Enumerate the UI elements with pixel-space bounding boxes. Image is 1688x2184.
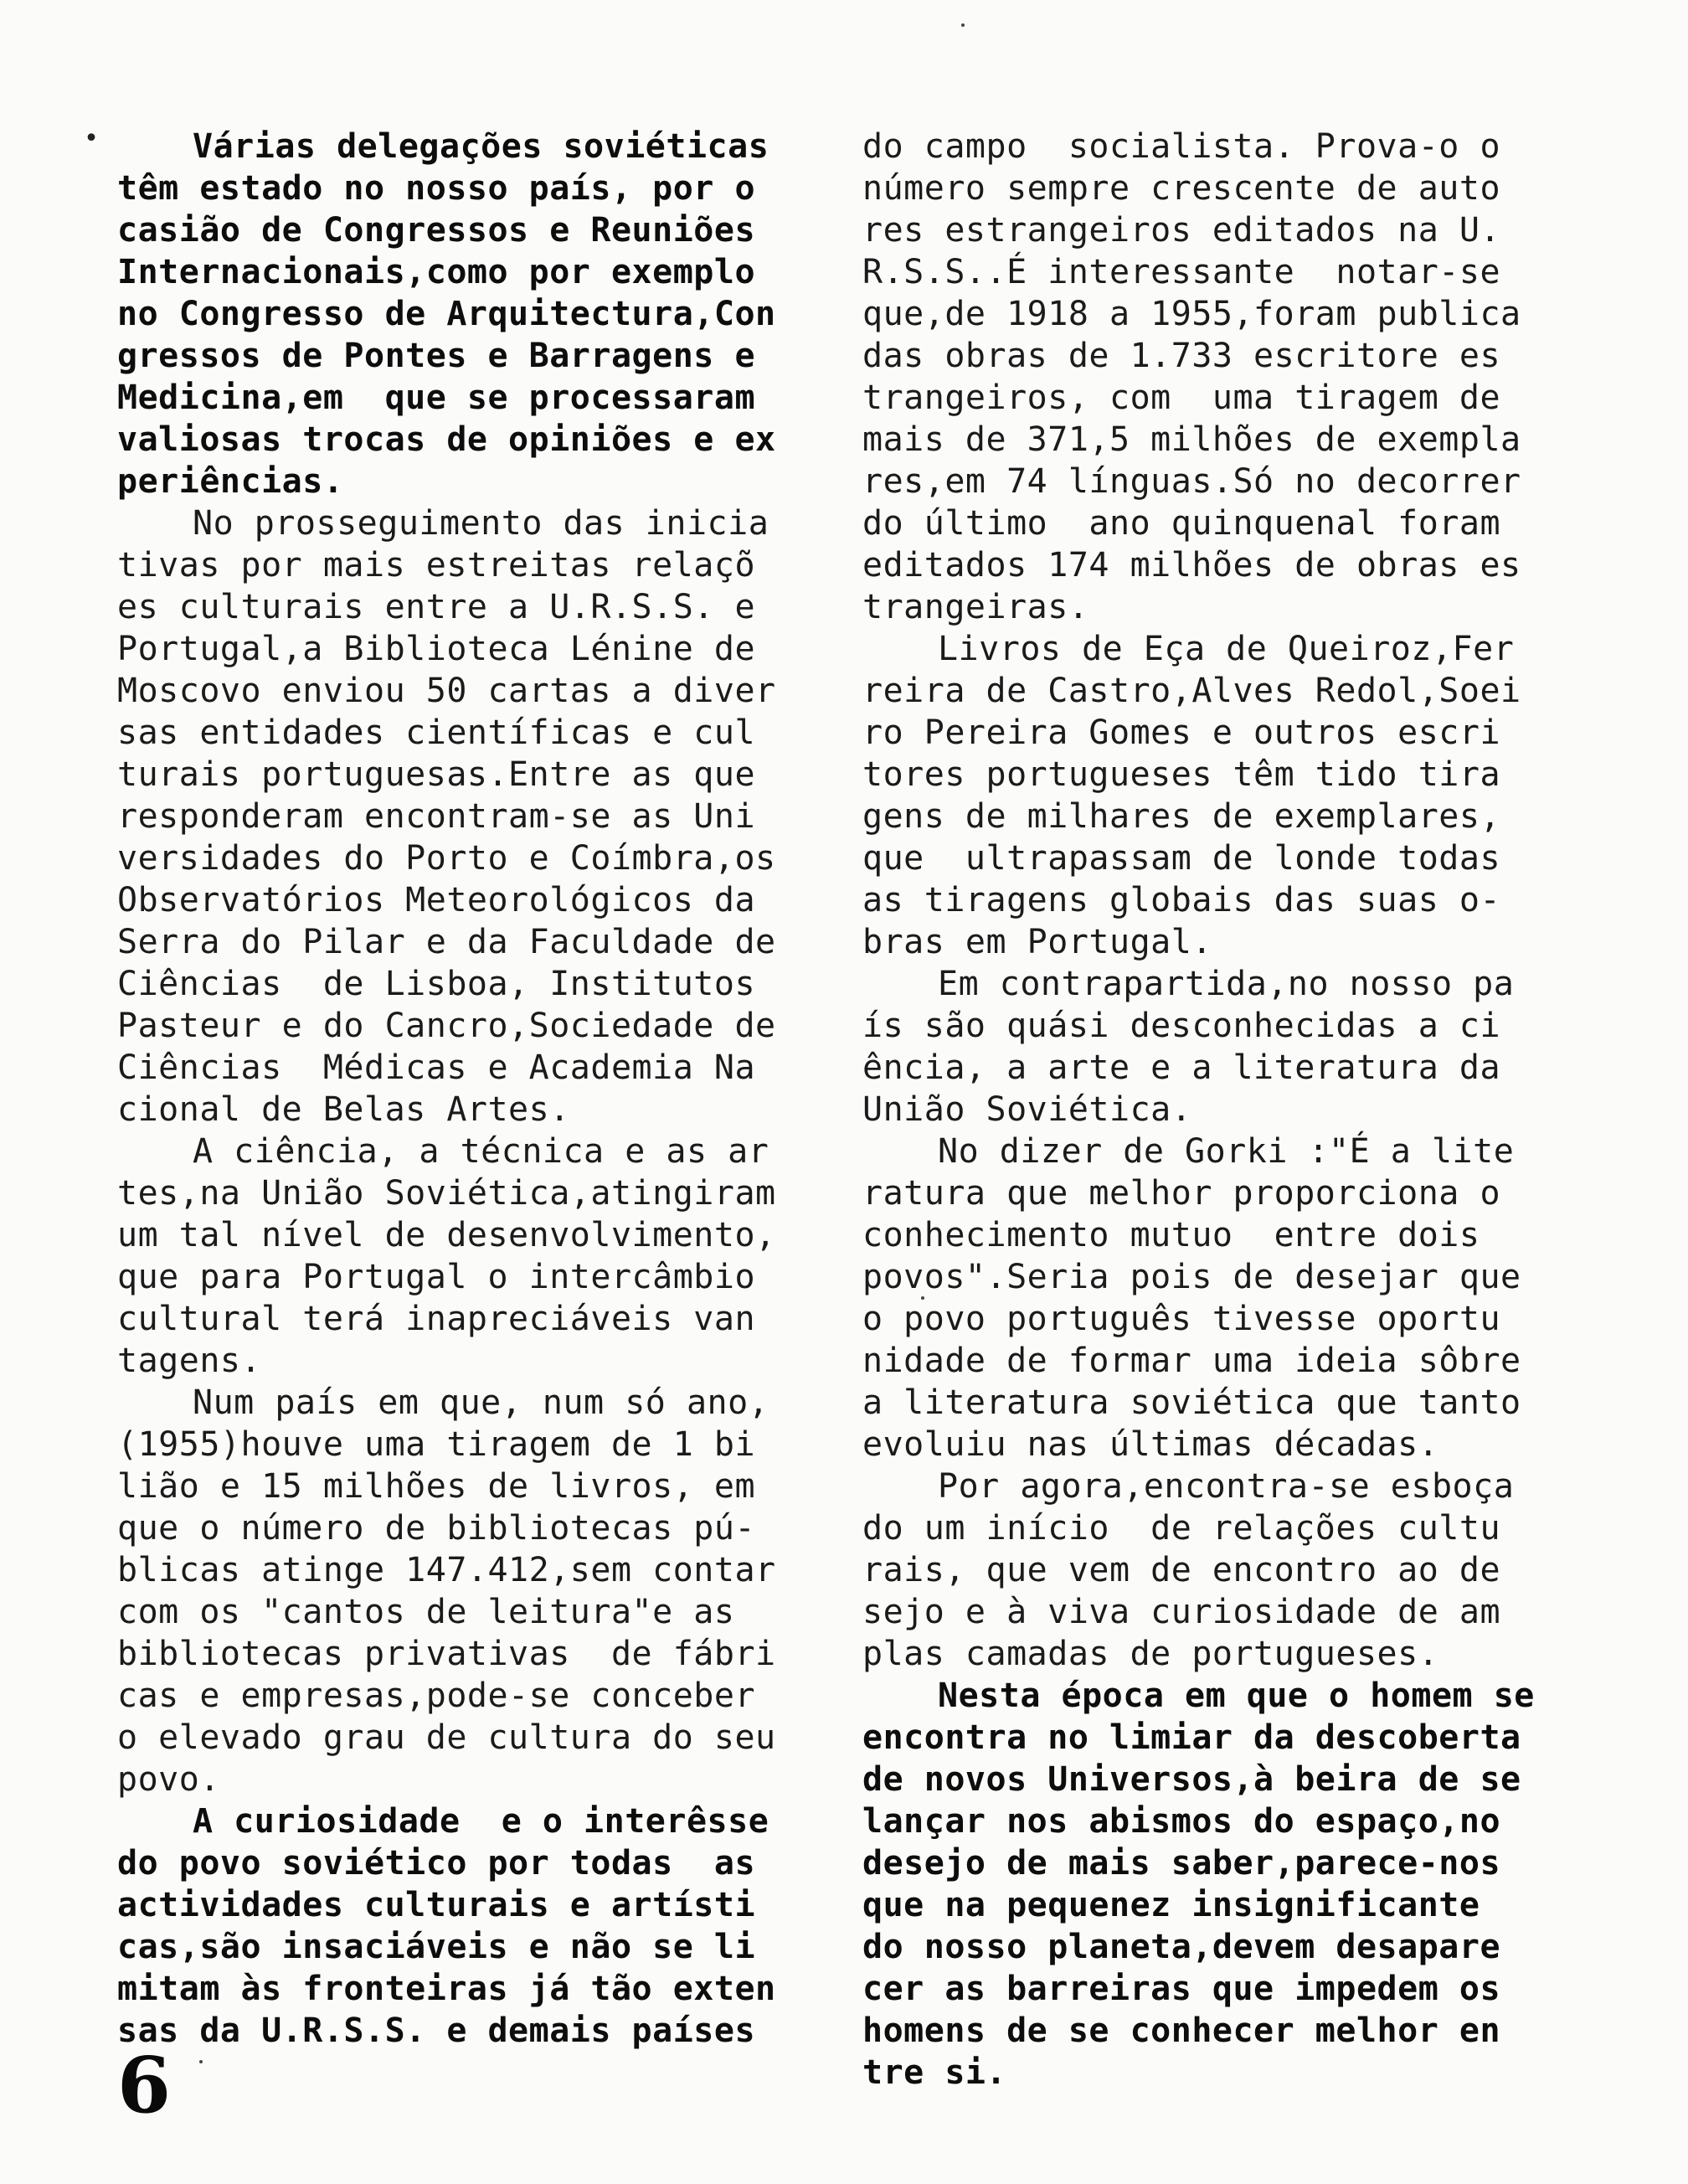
text-line: ência, a arte e a literatura da bbox=[862, 1048, 1501, 1087]
text-line: sas da U.R.S.S. e demais países bbox=[117, 2011, 756, 2050]
text-line: evoluiu nas últimas décadas. bbox=[862, 1425, 1439, 1464]
text-line: No dizer de Gorki :"É a lite bbox=[938, 1132, 1515, 1171]
text-line: mitam às fronteiras já tão exten bbox=[117, 1970, 776, 2008]
text-line: lançar nos abismos do espaço,no bbox=[862, 1802, 1501, 1841]
text-line: trangeiras. bbox=[862, 588, 1089, 626]
text-line: plas camadas de portugueses. bbox=[862, 1635, 1439, 1673]
text-line: Portugal,a Biblioteca Lénine de bbox=[117, 630, 756, 668]
ink-speck bbox=[199, 2060, 203, 2063]
text-line: ro Pereira Gomes e outros escri bbox=[862, 713, 1501, 752]
text-line: lião e 15 milhões de livros, em bbox=[117, 1467, 756, 1506]
text-line: cer as barreiras que impedem os bbox=[862, 1970, 1501, 2008]
text-line: que para Portugal o intercâmbio bbox=[117, 1258, 756, 1296]
text-line: reira de Castro,Alves Redol,Soei bbox=[862, 672, 1521, 710]
text-line: do um início de relações cultu bbox=[862, 1509, 1501, 1548]
text-line: turais portuguesas.Entre as que bbox=[117, 755, 756, 794]
text-line: têm estado no nosso país, por o bbox=[117, 169, 756, 208]
text-line: desejo de mais saber,parece-nos bbox=[862, 1844, 1501, 1883]
text-line: sas entidades científicas e cul bbox=[117, 713, 756, 752]
text-line: bibliotecas privativas de fábri bbox=[117, 1635, 776, 1673]
text-line: conhecimento mutuo entre dois bbox=[862, 1216, 1480, 1254]
text-line: ís são quási desconhecidas a ci bbox=[862, 1007, 1501, 1045]
text-line: nidade de formar uma ideia sôbre bbox=[862, 1342, 1521, 1380]
ink-speck bbox=[961, 23, 965, 27]
text-line: encontra no limiar da descoberta bbox=[862, 1718, 1521, 1757]
text-line: mais de 371,5 milhões de exempla bbox=[862, 420, 1521, 459]
text-line: que ultrapassam de londe todas bbox=[862, 839, 1501, 878]
text-line: Num país em que, num só ano, bbox=[193, 1383, 769, 1422]
text-line: do nosso planeta,devem desapare bbox=[862, 1928, 1501, 1966]
right-text-column bbox=[862, 126, 1566, 2094]
text-line: Várias delegações soviéticas bbox=[193, 127, 769, 166]
text-line: do campo socialista. Prova-o o bbox=[862, 127, 1501, 166]
text-line: Por agora,encontra-se esboça bbox=[938, 1467, 1515, 1506]
text-line: res estrangeiros editados na U. bbox=[862, 211, 1501, 250]
page-number: 6 bbox=[117, 2040, 172, 2130]
ink-speck bbox=[921, 1296, 924, 1300]
text-line: rais, que vem de encontro ao de bbox=[862, 1551, 1501, 1589]
text-line: que na pequenez insignificante bbox=[862, 1886, 1480, 1924]
text-line: de novos Universos,à beira de se bbox=[862, 1760, 1521, 1799]
text-line: tores portugueses têm tido tira bbox=[862, 755, 1501, 794]
text-line: bras em Portugal. bbox=[862, 923, 1212, 961]
text-line: editados 174 milhões de obras es bbox=[862, 546, 1521, 585]
text-line: povos".Seria pois de desejar que bbox=[862, 1258, 1521, 1296]
text-line: valiosas trocas de opiniões e ex bbox=[117, 420, 776, 459]
text-line: es culturais entre a U.R.S.S. e bbox=[117, 588, 756, 626]
text-line: Livros de Eça de Queiroz,Fer bbox=[938, 630, 1515, 668]
text-line: responderam encontram-se as Uni bbox=[117, 797, 756, 836]
text-line: das obras de 1.733 escritore es bbox=[862, 337, 1501, 375]
text-line: actividades culturais e artísti bbox=[117, 1886, 756, 1924]
text-line: povo. bbox=[117, 1760, 220, 1799]
text-line: que,de 1918 a 1955,foram publica bbox=[862, 295, 1521, 333]
text-line: No prosseguimento das inicia bbox=[193, 504, 769, 543]
text-line: res,em 74 línguas.Só no decorrer bbox=[862, 462, 1521, 501]
text-line: tre si. bbox=[862, 2053, 1007, 2092]
text-line: Ciências de Lisboa, Institutos bbox=[117, 965, 756, 1003]
text-line: tivas por mais estreitas relaçõ bbox=[117, 546, 756, 585]
text-line: sejo e à viva curiosidade de am bbox=[862, 1593, 1501, 1631]
left-text-column bbox=[117, 126, 829, 2052]
text-line: as tiragens globais das suas o- bbox=[862, 881, 1501, 919]
text-line: número sempre crescente de auto bbox=[862, 169, 1501, 208]
text-line: no Congresso de Arquitectura,Con bbox=[117, 295, 776, 333]
text-line: Serra do Pilar e da Faculdade de bbox=[117, 923, 776, 961]
text-line: o povo português tivesse oportu bbox=[862, 1300, 1501, 1338]
text-line: Ciências Médicas e Academia Na bbox=[117, 1048, 756, 1087]
text-line: blicas atinge 147.412,sem contar bbox=[117, 1551, 776, 1589]
text-line: homens de se conhecer melhor en bbox=[862, 2011, 1501, 2050]
text-line: cional de Belas Artes. bbox=[117, 1090, 570, 1129]
text-line: (1955)houve uma tiragem de 1 bi bbox=[117, 1425, 756, 1464]
text-line: A curiosidade e o interêsse bbox=[193, 1802, 769, 1841]
text-line: do último ano quinquenal foram bbox=[862, 504, 1501, 543]
text-line: cultural terá inapreciáveis van bbox=[117, 1300, 756, 1338]
text-line: periências. bbox=[117, 462, 344, 501]
text-line: ratura que melhor proporciona o bbox=[862, 1174, 1501, 1213]
text-line: Pasteur e do Cancro,Sociedade de bbox=[117, 1007, 776, 1045]
text-line: a literatura soviética que tanto bbox=[862, 1383, 1521, 1422]
text-line: Nesta época em que o homem se bbox=[938, 1677, 1535, 1715]
text-line: casião de Congressos e Reuniões bbox=[117, 211, 756, 250]
text-line: gens de milhares de exemplares, bbox=[862, 797, 1501, 836]
margin-dot: • bbox=[84, 124, 100, 153]
text-line: Em contrapartida,no nosso pa bbox=[938, 965, 1515, 1003]
text-line: com os "cantos de leitura"e as bbox=[117, 1593, 735, 1631]
text-line: R.S.S..É interessante notar-se bbox=[862, 253, 1501, 291]
text-line: do povo soviético por todas as bbox=[117, 1844, 756, 1883]
text-line: um tal nível de desenvolvimento, bbox=[117, 1216, 776, 1254]
text-line: União Soviética. bbox=[862, 1090, 1192, 1129]
text-line: o elevado grau de cultura do seu bbox=[117, 1718, 776, 1757]
text-line: Moscovo enviou 50 cartas a diver bbox=[117, 672, 776, 710]
text-line: Internacionais,como por exemplo bbox=[117, 253, 756, 291]
text-line: que o número de bibliotecas pú- bbox=[117, 1509, 756, 1548]
text-line: cas e empresas,pode-se conceber bbox=[117, 1677, 756, 1715]
text-line: tagens. bbox=[117, 1342, 262, 1380]
text-line: gressos de Pontes e Barragens e bbox=[117, 337, 756, 375]
text-line: A ciência, a técnica e as ar bbox=[193, 1132, 769, 1171]
text-line: trangeiros, com uma tiragem de bbox=[862, 379, 1501, 417]
text-line: versidades do Porto e Coímbra,os bbox=[117, 839, 776, 878]
text-line: Medicina,em que se processaram bbox=[117, 379, 756, 417]
text-line: tes,na União Soviética,atingiram bbox=[117, 1174, 776, 1213]
text-line: Observatórios Meteorológicos da bbox=[117, 881, 756, 919]
text-line: cas,são insaciáveis e não se li bbox=[117, 1928, 756, 1966]
